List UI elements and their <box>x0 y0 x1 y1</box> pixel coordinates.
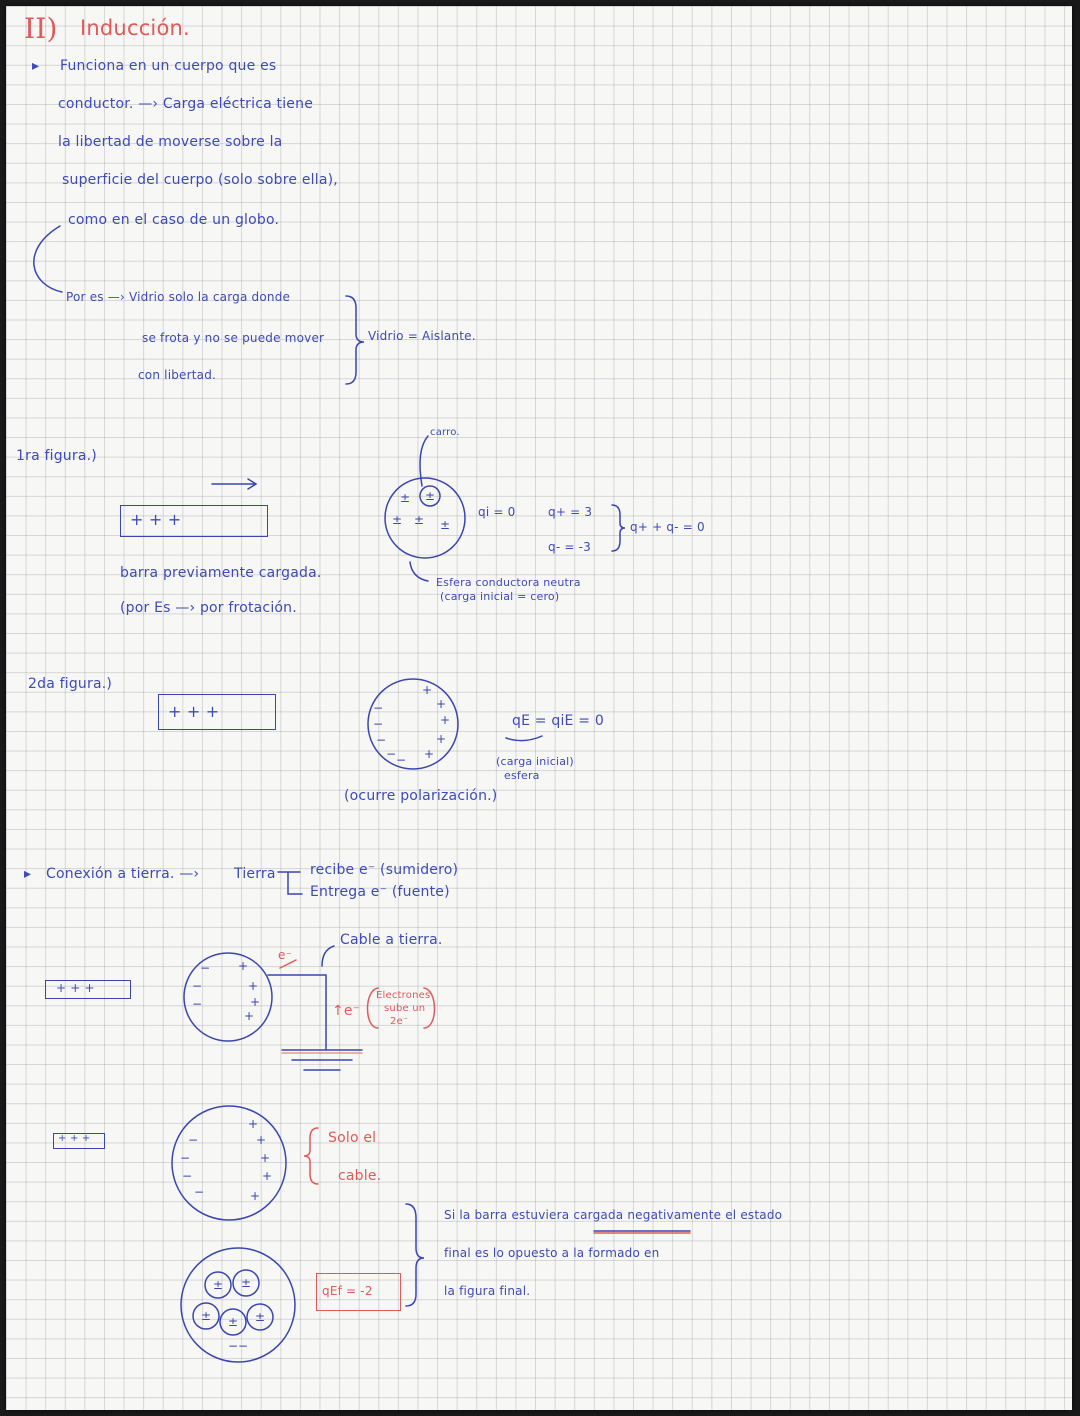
charge: − <box>373 717 384 731</box>
charge: ± <box>425 489 436 503</box>
intro-line-3: la libertad de moverse sobre la <box>58 134 283 150</box>
figure4-text-3: la figura final. <box>444 1284 531 1298</box>
red-note-3: 2e⁻ <box>390 1016 409 1027</box>
ground-recibe: recibe e⁻ (sumidero) <box>310 862 459 878</box>
bar2-charges: + + + <box>168 702 220 721</box>
core-label: carro. <box>430 427 460 438</box>
charge: + <box>262 1169 273 1183</box>
charge: + <box>248 979 259 993</box>
figure2-eq-note-1: (carga inicial) <box>496 755 574 768</box>
charge: − <box>396 753 407 767</box>
note-line-3: con libertad. <box>138 368 217 382</box>
charge: − <box>373 701 384 715</box>
charge: + <box>238 959 249 973</box>
figure1-caption-1: barra previamente cargada. <box>120 565 322 581</box>
qi-label: qi = 0 <box>478 505 516 519</box>
charge: + <box>250 995 261 1009</box>
sphere-caption-1: Esfera conductora neutra <box>436 576 581 589</box>
charge: + <box>244 1009 255 1023</box>
intro-line-1: Funciona en un cuerpo que es <box>60 58 277 74</box>
charge: − <box>194 1185 205 1199</box>
bar4-charges: + + + <box>58 1133 91 1144</box>
figure1-label: 1ra figura.) <box>16 448 97 464</box>
bullet-icon-2: ▸ <box>24 866 32 882</box>
charge: ± <box>400 491 411 505</box>
figure4-text-2: final es lo opuesto a la formado en <box>444 1246 660 1260</box>
charge: − <box>192 997 203 1011</box>
charge: + <box>250 1189 261 1203</box>
q-sum-label: q+ + q- = 0 <box>630 520 705 534</box>
charge: ± <box>392 513 403 527</box>
ground-entrega: Entrega e⁻ (fuente) <box>310 884 450 900</box>
bar1-charges: + + + <box>130 510 182 529</box>
figure3-note-2: cable. <box>338 1168 382 1184</box>
charge: − <box>192 979 203 993</box>
charge: ± <box>213 1278 224 1292</box>
figure4-text-1: Si la barra estuviera cargada negativamente el estado <box>444 1208 783 1222</box>
red-note-2: sube un <box>384 1003 426 1014</box>
intro-line-5: como en el caso de un globo. <box>68 212 280 228</box>
charge: + <box>422 683 433 697</box>
intro-line-2: conductor. —› Carga eléctrica tiene <box>58 96 314 112</box>
section-title: Inducción. <box>80 16 190 40</box>
charge: + <box>424 747 435 761</box>
figure2-eq-note-2: esfera <box>504 769 540 782</box>
figure3-note-1: Solo el <box>328 1130 377 1146</box>
charge: + <box>256 1133 267 1147</box>
q-minus-label: q- = -3 <box>548 540 591 554</box>
section-numeral: II) <box>24 12 58 45</box>
charge: ± <box>201 1309 212 1323</box>
charge: −− <box>228 1339 249 1353</box>
note-line-2: se frota y no se puede mover <box>142 331 325 345</box>
figure1-caption-2: (por Es —› por frotación. <box>120 600 297 616</box>
sphere-caption-2: (carga inicial = cero) <box>440 590 560 603</box>
charge: ± <box>241 1276 252 1290</box>
red-note-1: Electrones <box>376 990 431 1001</box>
note-side: Vidrio = Aislante. <box>368 329 476 343</box>
note-line-1: Por es —› Vidrio solo la carga donde <box>66 290 291 304</box>
charge: − <box>180 1151 191 1165</box>
charge: − <box>188 1133 199 1147</box>
charge: ± <box>228 1315 239 1329</box>
charge: + <box>436 732 447 746</box>
charge: ± <box>440 518 451 532</box>
intro-line-4: superficie del cuerpo (solo sobre ella), <box>62 172 338 188</box>
charge: − <box>376 733 387 747</box>
charge: + <box>436 697 447 711</box>
ground-tierra: Tierra <box>234 866 276 882</box>
figure2-eq: qE = qiE = 0 <box>512 713 604 729</box>
charge: ± <box>255 1310 266 1324</box>
cable-label: Cable a tierra. <box>340 932 443 948</box>
charge: + <box>248 1117 259 1131</box>
bar3-charges: + + + <box>56 981 95 995</box>
figure2-caption: (ocurre polarización.) <box>344 788 498 804</box>
final-charge-label: qEf = -2 <box>322 1284 373 1298</box>
figure2-label: 2da figura.) <box>28 676 113 692</box>
charge: + <box>440 713 451 727</box>
charge: − <box>182 1169 193 1183</box>
charge: + <box>260 1151 271 1165</box>
charge: − <box>200 961 211 975</box>
bullet-icon: ▸ <box>32 58 40 74</box>
charge: ± <box>414 513 425 527</box>
q-plus-label: q+ = 3 <box>548 505 593 519</box>
charge: − <box>386 747 397 761</box>
electron-label: e⁻ <box>278 948 293 962</box>
electron-flow-label: ↑e⁻ <box>332 1003 361 1019</box>
ground-bullet: Conexión a tierra. —› <box>46 866 200 882</box>
